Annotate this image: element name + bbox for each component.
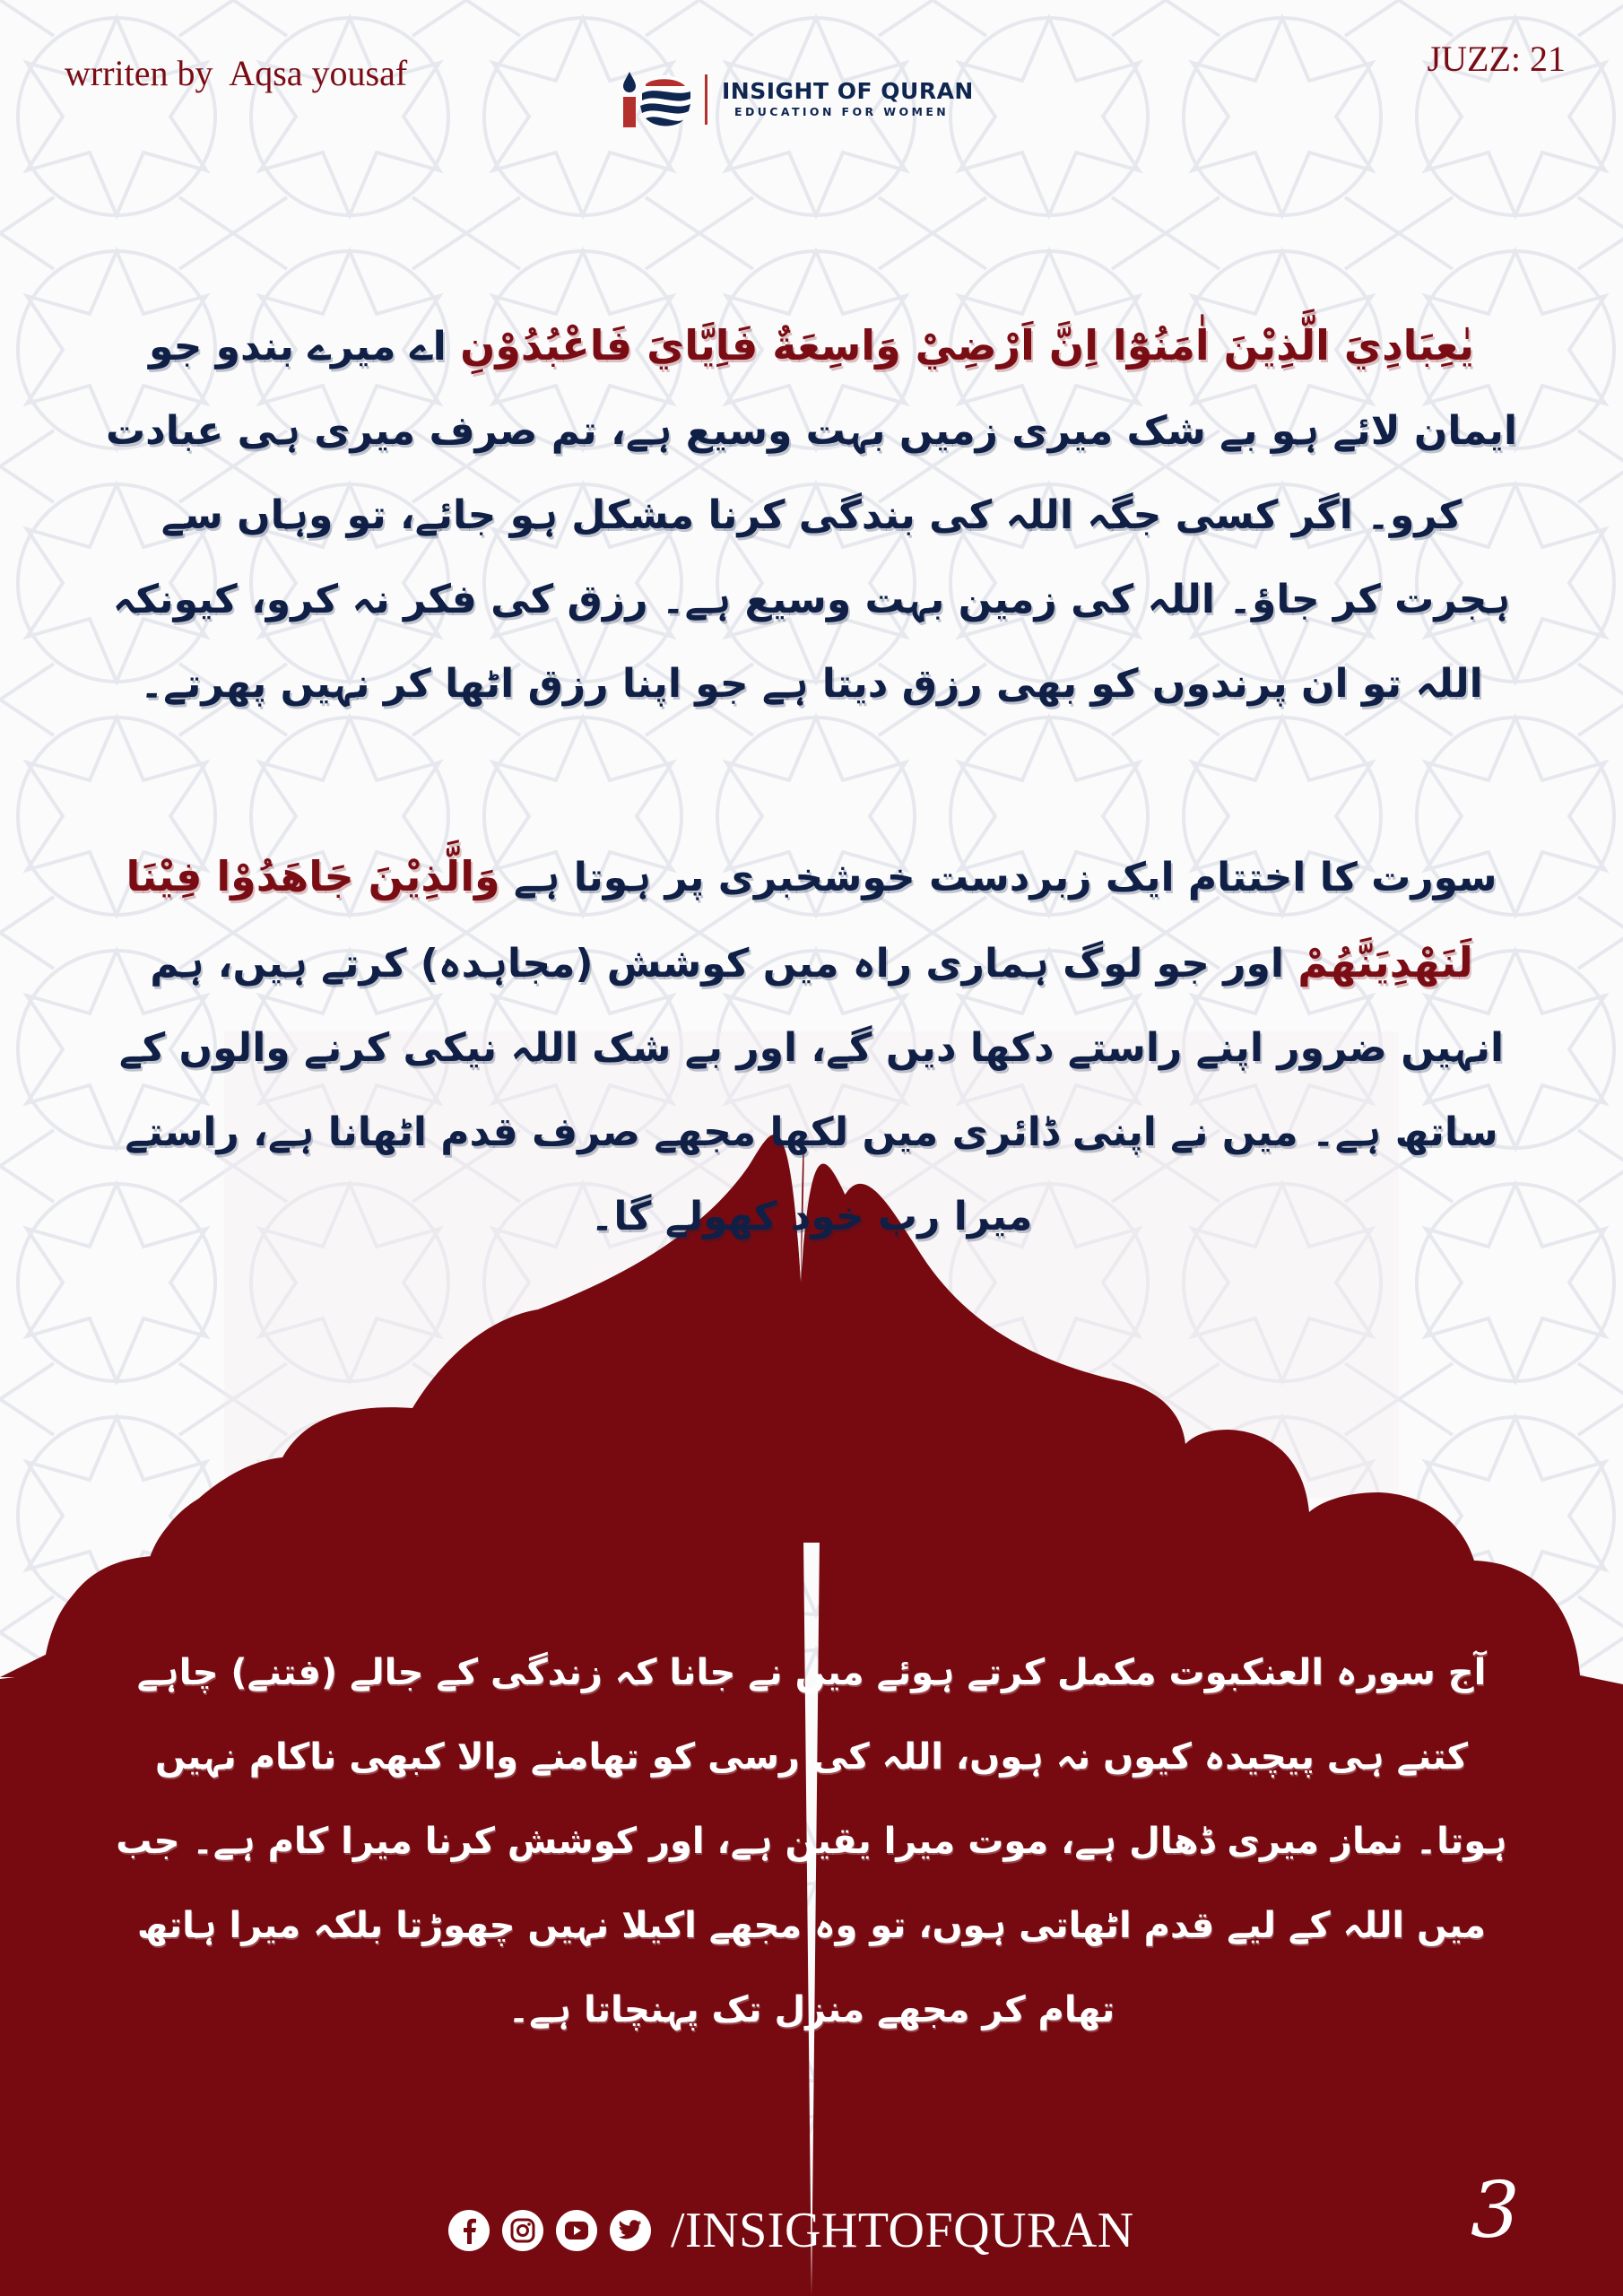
content-block-1 <box>99 303 1524 726</box>
brand-logo[interactable] <box>621 70 974 129</box>
instagram-icon[interactable] <box>502 2210 543 2251</box>
page-number: 3 <box>1471 2166 1520 2256</box>
urdu-translation-1: اے میرے بندو جو ایمان لائے ہو بے شک میری زمیں بہت وسیع ہے، تم صرف میری ہی عبادت کرو۔ اگر کسی جگہ اللہ کی بندگی کرنا مشکل ہو جائے، تو وہاں سے ہجرت کر جاؤ۔ اللہ کی زمین بہت وسیع ہے۔ رزق کی فکر نہ کرو، کیونکہ اللہ تو ان پرندوں کو بھی رزق دیتا ہے جو اپنا رزق اٹھا کر نہیں پھرتے۔ <box>105 324 1518 707</box>
author-credit: wrriten by Aqsa yousaf <box>65 53 408 93</box>
facebook-icon[interactable] <box>448 2210 490 2251</box>
ayah-2: وَالَّذِيْنَ جَاهَدُوْا فِيْنَا لَنَهْدِيَنَّهُمْ <box>126 852 1473 987</box>
twitter-icon[interactable] <box>610 2210 651 2251</box>
juzz-number: JUZZ: 21 <box>1427 39 1566 79</box>
content-block-2 <box>99 834 1524 1259</box>
logo-subtitle: EDUCATION FOR WOMEN <box>734 105 950 118</box>
insight-of-quran-logo-icon <box>621 70 692 129</box>
logo-title: INSIGHT OF QURAN <box>722 78 974 104</box>
social-handle[interactable]: /INSIGHTOFQURAN <box>671 2203 1134 2258</box>
ayah-1: يٰعِبَادِيَ الَّذِيْنَ اٰمَنُوْٓا اِنَّ اَرْضِيْ وَاسِعَةٌ فَاِيَّايَ فَاعْبُدُوْنِ <box>460 321 1474 370</box>
urdu-intro-2: سورت کا اختتام ایک زبردست خوشخبری پر ہوتا ہے <box>499 855 1497 900</box>
urdu-translation-2: اور جو لوگ ہماری راہ میں کوشش (مجاہدہ) کرتے ہیں، ہم انہیں ضرور اپنے راستے دکھا دیں گے، اور بے شک اللہ نیکی کرنے والوں کے ساتھ ہے۔ میں نے اپنی ڈائری میں لکھا مجھے صرف قدم اٹھانا ہے، راستے میرا رب خود کھولے گا۔ <box>118 941 1505 1239</box>
reflection-text: آج سورہ العنکبوت مکمل کرتے ہوئے میں نے جانا کہ زندگی کے جالے (فتنے) چاہے کتنے ہی پیچیدہ کیوں نہ ہوں، اللہ کی رسی کو تھامنے والا کبھی ناکام نہیں ہوتا۔ نماز میری ڈھال ہے، موت میرا یقین ہے، اور کوشش کرنا میرا کام ہے۔ جب میں اللہ کے لیے قدم اٹھاتی ہوں، تو وہ مجھے اکیلا نہیں چھوڑتا بلکہ میرا ہاتھ تھام کر مجھے منزل تک پہنچاتا ہے۔ <box>116 1652 1507 2031</box>
social-links <box>448 2202 1134 2259</box>
youtube-icon[interactable] <box>556 2210 597 2251</box>
logo-divider <box>705 74 707 125</box>
